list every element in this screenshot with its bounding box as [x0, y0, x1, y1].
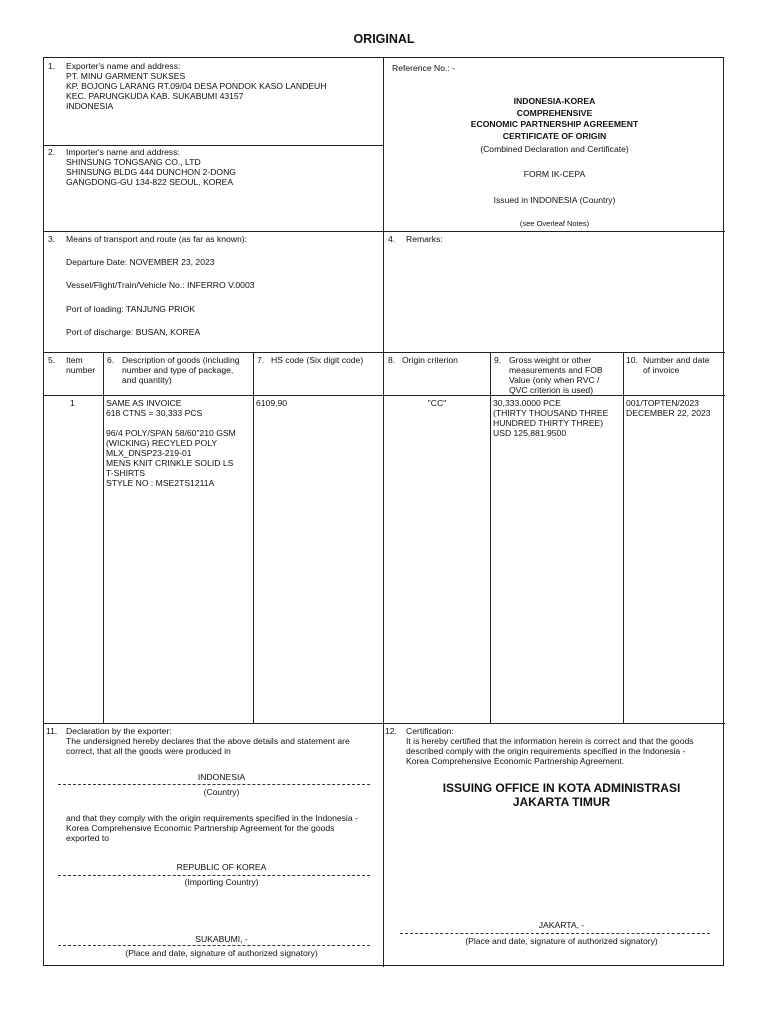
declaration-line: Korea Comprehensive Economic Partnership Agreement for the goods	[66, 823, 335, 833]
header-line: number and type of package,	[122, 365, 234, 375]
invoice-line: DECEMBER 22, 2023	[626, 408, 711, 418]
header-line: Item	[66, 355, 83, 365]
exporter-line: INDONESIA	[66, 101, 114, 111]
exporter-line: KP. BOJONG LARANG RT.09/04 DESA PONDOK KASO LANDEUH	[66, 81, 327, 91]
certifier-signature-caption: (Place and date, signature of authorized signatory)	[465, 936, 658, 946]
box1-number: 1.	[48, 61, 56, 71]
box2-number: 2.	[48, 147, 56, 157]
description-line: MLX_DNSP23-219-01	[106, 448, 192, 458]
importer-label: Importer's name and address:	[66, 147, 180, 157]
col10-number: 10.	[626, 355, 638, 365]
box12-number: 12.	[385, 726, 397, 736]
declaration-line: and that they comply with the origin requirements specified in the Indonesia -	[66, 813, 358, 823]
dotted-line	[58, 875, 370, 876]
exporter-signature-caption: (Place and date, signature of authorized signatory)	[125, 948, 318, 958]
item-number: 1	[70, 398, 75, 408]
importer-line: SHINSUNG BLDG 444 DUNCHON 2-DONG	[66, 167, 236, 177]
header-line: measurements and FOB	[509, 365, 603, 375]
declaration-compliance	[66, 813, 358, 843]
form-name: FORM IK-CEPA	[523, 169, 586, 179]
reference-number: Reference No.: -	[392, 63, 456, 73]
box11-number: 11.	[46, 726, 58, 736]
certification-line: It is hereby certified that the information herein is correct and that the goods	[406, 736, 694, 746]
col6-number: 6.	[107, 355, 115, 365]
header-line: Value (only when RVC /	[509, 375, 600, 385]
description-line: MENS KNIT CRINKLE SOLID LS	[106, 458, 234, 468]
vessel-number: Vessel/Flight/Train/Vehicle No.: INFERRO V.0003	[66, 280, 255, 290]
importer-block	[66, 147, 236, 187]
goods-description	[106, 398, 236, 488]
col8-number: 8.	[388, 355, 396, 365]
divider	[623, 352, 624, 724]
certificate-title	[384, 96, 725, 142]
dotted-line	[58, 784, 370, 785]
office-line: JAKARTA TIMUR	[512, 795, 611, 809]
description-line: (WICKING) RECYLED POLY	[106, 438, 218, 448]
box4-number: 4.	[388, 234, 396, 244]
weight-line: USD 125,881.9500	[493, 428, 567, 438]
signature-line	[58, 945, 370, 946]
declaration-line: The undersigned hereby declares that the above details and statement are	[66, 736, 350, 746]
divider	[383, 352, 384, 967]
divider	[253, 352, 254, 724]
gross-weight	[493, 398, 608, 438]
col-header-origin: Origin criterion	[402, 355, 458, 365]
origin-criterion: "CC"	[427, 398, 447, 408]
importer-line: GANGDONG-GU 134-822 SEOUL, KOREA	[66, 177, 234, 187]
description-line: T-SHIRTS	[106, 468, 145, 478]
header-line: of invoice	[643, 365, 680, 375]
title-line: ECONOMIC PARTNERSHIP AGREEMENT	[470, 119, 639, 129]
issuing-office	[384, 781, 739, 809]
box3-number: 3.	[48, 234, 56, 244]
header-line: Description of goods (including	[122, 355, 240, 365]
title-line: INDONESIA-KOREA	[513, 96, 596, 106]
overleaf-notes: (see Overleaf Notes)	[519, 219, 590, 228]
col9-number: 9.	[494, 355, 502, 365]
divider	[490, 352, 491, 724]
header-line: and quantity)	[122, 375, 172, 385]
country-caption: (Country)	[203, 787, 240, 797]
exporter-label: Exporter's name and address:	[66, 61, 181, 71]
certificate-form	[43, 57, 724, 966]
declaration-line: correct, that all the goods were produced in	[66, 746, 231, 756]
importing-country: REPUBLIC OF KOREA	[176, 862, 267, 872]
produced-country: INDONESIA	[197, 772, 246, 782]
col-header-weight	[509, 355, 603, 395]
title-line: COMPREHENSIVE	[516, 107, 593, 118]
page-title: ORIGINAL	[353, 32, 415, 46]
invoice-line: 001/TOPTEN/2023	[626, 398, 699, 408]
col5-number: 5.	[48, 355, 56, 365]
issued-in: Issued in INDONESIA (Country)	[493, 195, 616, 205]
divider	[44, 231, 725, 232]
signature-line	[400, 933, 710, 934]
hs-code: 6109.90	[256, 398, 288, 408]
col-header-description	[122, 355, 240, 385]
col-header-invoice	[643, 355, 709, 375]
col-header-hs-code: HS code (Six digit code)	[271, 355, 364, 365]
certification-block	[406, 726, 694, 766]
col-header-item	[66, 355, 95, 375]
exporter-line: PT. MINU GARMENT SUKSES	[66, 71, 186, 81]
transport-label: Means of transport and route (as far as known):	[66, 234, 248, 244]
declaration-line: exported to	[66, 833, 109, 843]
certifier-place-date: JAKARTA, -	[538, 920, 585, 930]
certification-label: Certification:	[406, 726, 454, 736]
certification-line: Korea Comprehensive Economic Partnership Agreement.	[406, 756, 625, 766]
exporter-line: KEC. PARUNGKUDA KAB. SUKABUMI 43157	[66, 91, 244, 101]
weight-line: 30,333.0000 PCE	[493, 398, 561, 408]
description-line: SAME AS INVOICE	[106, 398, 182, 408]
header-line: number	[66, 365, 96, 375]
header-line: Number and date	[643, 355, 710, 365]
importer-line: SHINSUNG TONGSANG CO., LTD	[66, 157, 201, 167]
remarks-label: Remarks:	[406, 234, 443, 244]
certification-line: described comply with the origin requirements specified in the Indonesia -	[406, 746, 686, 756]
description-line: 96/4 POLY/SPAN 58/60"210 GSM	[106, 428, 236, 438]
title-line: CERTIFICATE OF ORIGIN	[502, 130, 607, 141]
exporter-place-date: SUKABUMI, -	[195, 934, 248, 944]
departure-date: Departure Date: NOVEMBER 23, 2023	[66, 257, 215, 267]
header-line: QVC criterion is used)	[509, 385, 594, 395]
exporter-block	[66, 61, 326, 111]
description-line: STYLE NO : MSE2TS1211A	[106, 478, 215, 488]
certificate-subtitle: (Combined Declaration and Certificate)	[480, 144, 629, 154]
importing-caption: (Importing Country)	[184, 877, 259, 887]
weight-line: HUNDRED THIRTY THREE)	[493, 418, 604, 428]
col7-number: 7.	[257, 355, 265, 365]
weight-line: (THIRTY THOUSAND THREE	[493, 408, 609, 418]
office-line: ISSUING OFFICE IN KOTA ADMINISTRASI	[442, 781, 681, 795]
port-of-loading: Port of loading: TANJUNG PRIOK	[66, 304, 196, 314]
divider	[103, 352, 104, 724]
description-line: 618 CTNS = 30,333 PCS	[106, 408, 203, 418]
divider	[44, 145, 384, 146]
port-of-discharge: Port of discharge: BUSAN, KOREA	[66, 327, 201, 337]
invoice-info	[626, 398, 711, 418]
header-line: Gross weight or other	[509, 355, 592, 365]
declaration-label: Declaration by the exporter:	[66, 726, 172, 736]
declaration-block	[66, 726, 350, 756]
